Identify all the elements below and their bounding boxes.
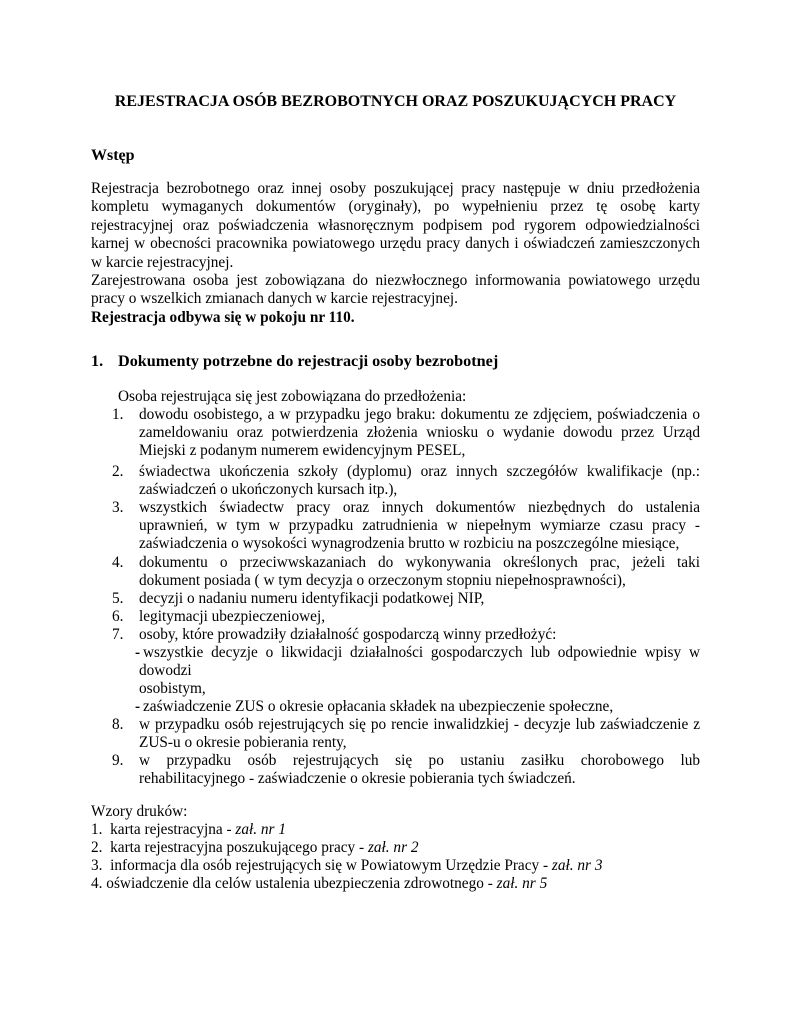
list-item-line: w przypadku osób rejestrujących się po rencie inwalidzkiej - decyzje lub zaświadczenie z xyxy=(139,716,700,733)
list-item-line: decyzji o nadaniu numeru identyfikacji podatkowej NIP, xyxy=(139,590,485,607)
list-item-number: 9. xyxy=(112,752,124,769)
form-item-text: karta rejestracyjna poszukującego pracy - xyxy=(102,839,368,856)
list-item-line: rehabilitacyjnego - zaświadczenie o okresie pobierania tych świadczeń. xyxy=(139,770,576,787)
form-item xyxy=(91,857,602,875)
form-item-number: 1. xyxy=(91,821,103,838)
intro-paragraph-2: Zarejestrowana osoba jest zobowiązana do niezwłocznego informowania powiatowego urzędu pracy o wszelkich zmianach danych w karcie rejestracyjnej. xyxy=(91,272,700,308)
sub-item-dash: - xyxy=(135,698,141,715)
form-item-ref: zał. nr 3 xyxy=(551,857,603,874)
list-item-line: dokument posiada ( w tym decyzja o orzeczonym stopniu niepełnosprawności), xyxy=(139,572,626,589)
list-item-number: 3. xyxy=(112,499,124,516)
page-title: REJESTRACJA OSÓB BEZROBOTNYCH ORAZ POSZUKUJĄCYCH PRACY xyxy=(114,93,677,110)
sub-item-line: dowodzi xyxy=(139,662,192,679)
list-item-line: Miejski z podanym numerem ewidencyjnym PESEL, xyxy=(139,442,466,459)
form-item-text: informacja dla osób rejestrujących się w Powiatowym Urzędzie Pracy - xyxy=(102,857,552,874)
sub-item-line: zaświadczenie ZUS o okresie opłacania składek na ubezpieczenie społeczne, xyxy=(143,698,614,715)
list-item-line: uprawnień, w tym w przypadku zatrudnienia w niepełnym wymiarze czasu pracy - xyxy=(139,517,700,534)
sub-item-dash: - xyxy=(135,644,141,661)
form-item-number: 2. xyxy=(91,839,103,856)
list-item-line: zameldowaniu oraz potwierdzenia złożenia wniosku o wydanie dowodu przez Urząd xyxy=(139,424,700,441)
intro-paragraph-3: Rejestracja odbywa się w pokoju nr 110. xyxy=(91,309,355,326)
form-item-ref: zał. nr 5 xyxy=(496,875,548,892)
list-item-line: w przypadku osób rejestrujących się po ustaniu zasiłku chorobowego lub xyxy=(139,752,700,769)
list-item-line: legitymacji ubezpieczeniowej, xyxy=(139,608,326,625)
form-item xyxy=(91,839,419,857)
form-item-ref: zał. nr 2 xyxy=(367,839,419,856)
list-item-line: wszystkich świadectw pracy oraz innych dokumentów niezbędnych do ustalenia xyxy=(139,499,700,516)
list-item-number: 6. xyxy=(112,608,124,625)
intro-paragraph-1: Rejestracja bezrobotnego oraz innej osoby poszukującej pracy następuje w dniu przedłożenia kompletu wymaganych dokumentów (oryginały), po wypełnieniu przez tę osobę karty rejestracyjnej oraz poświadczenia własnoręcznym podpisem pod rygorem odpowiedzialności karnej w obecności pracownika powiatowego urzędu pracy danych i oświadczeń zamieszczonych w karcie rejestracyjnej. xyxy=(91,180,700,271)
section-1-number: 1. xyxy=(91,352,104,370)
list-item-line: zaświadczenia o wysokości wynagrodzenia brutto w rozbiciu na poszczególne miesiące, xyxy=(139,535,680,552)
sub-item-line: wszystkie decyzje o likwidacji działalności gospodarczych lub odpowiednie wpisy w xyxy=(143,644,700,661)
sub-item-line: osobistym, xyxy=(139,680,206,697)
list-item-number: 2. xyxy=(112,463,124,480)
form-item xyxy=(91,875,547,893)
form-item-ref: zał. nr 1 xyxy=(235,821,286,838)
list-item-number: 4. xyxy=(112,554,124,571)
list-item-number: 7. xyxy=(112,626,124,643)
list-item-line: świadectwa ukończenia szkoły (dyplomu) oraz innych szczegółów kwalifikacje (np.: xyxy=(139,463,700,480)
list-item-number: 8. xyxy=(112,716,124,733)
list-item-line: dowodu osobistego, a w przypadku jego braku: dokumentu ze zdjęciem, poświadczenia o xyxy=(139,406,700,423)
list-item-line: ZUS-u o okresie pobierania renty, xyxy=(139,734,347,751)
intro-heading: Wstęp xyxy=(91,147,135,164)
section-1-title: Dokumenty potrzebne do rejestracji osoby bezrobotnej xyxy=(118,352,499,370)
list-item-number: 1. xyxy=(112,406,124,423)
form-item-text: karta rejestracyjna - xyxy=(102,821,236,838)
section-1-lead: Osoba rejestrująca się jest zobowiązana do przedłożenia: xyxy=(118,388,467,405)
form-item xyxy=(91,821,286,839)
list-item-line: osoby, które prowadziły działalność gospodarczą winny przedłożyć: xyxy=(139,626,557,643)
form-item-number: 3. xyxy=(91,857,103,874)
forms-heading: Wzory druków: xyxy=(91,803,188,820)
list-item-line: zaświadczeń o ukończonych kursach itp.), xyxy=(139,481,398,498)
list-item-line: dokumentu o przeciwwskazaniach do wykonywania określonych prac, jeżeli taki xyxy=(139,554,700,571)
form-item-text: oświadczenie dla celów ustalenia ubezpieczenia zdrowotnego - xyxy=(102,875,497,892)
form-item-number: 4. xyxy=(91,875,103,892)
list-item-number: 5. xyxy=(112,590,124,607)
section-1-heading xyxy=(91,352,498,371)
